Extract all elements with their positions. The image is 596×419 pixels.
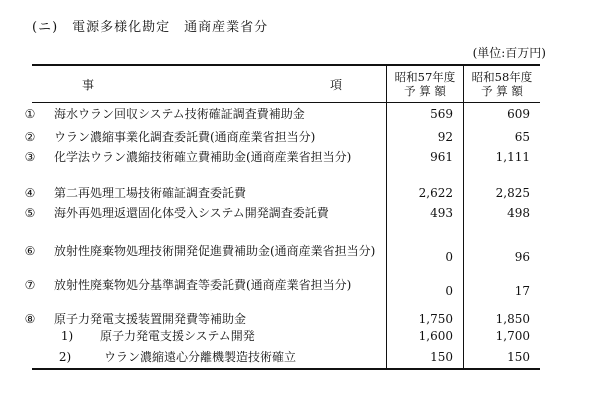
row-marker: 2) — [58, 349, 72, 364]
row-value-fy58: 65 — [464, 127, 541, 149]
row-value-fy58: 1,111 — [464, 149, 541, 183]
row-value-fy58: 498 — [464, 205, 541, 239]
row-marker: ⑦ — [24, 277, 36, 292]
row-value-fy57: 961 — [387, 149, 464, 183]
row-value-fy58: 150 — [464, 347, 541, 369]
table-row — [32, 347, 540, 369]
header-fy57 — [387, 65, 464, 103]
table-row — [32, 307, 540, 327]
row-marker: ① — [24, 107, 36, 121]
row-label — [24, 243, 386, 258]
row-label — [24, 277, 386, 292]
row-value-fy57: 150 — [387, 347, 464, 369]
row-value-fy57: 1,750 — [387, 307, 464, 327]
row-value-fy58: 1,850 — [464, 307, 541, 327]
header-item — [32, 65, 387, 103]
row-text: 放射性廃棄物処理技術開発促進費補助金(通商産業省担当分) — [54, 243, 376, 258]
row-text: 原子力発電支援システム開発 — [100, 328, 255, 343]
table-row — [32, 239, 540, 273]
row-text: 第二再処理工場技術確証調査委託費 — [54, 185, 247, 200]
row-value-fy58: 2,825 — [464, 183, 541, 205]
unit-note: (単位:百万円) — [472, 46, 546, 60]
row-value-fy57: 1,600 — [387, 327, 464, 347]
row-text: 化学法ウラン濃縮技術確立費補助金(通商産業省担当分) — [54, 149, 352, 164]
row-marker: ⑥ — [24, 243, 36, 258]
table-row — [32, 149, 540, 183]
header-fy58-line1: 昭和58年度 — [471, 70, 533, 84]
header-fy57-line1: 昭和57年度 — [394, 70, 456, 84]
section-title-account: 電源多様化勘定 — [72, 20, 171, 35]
row-marker: 1) — [60, 328, 74, 343]
row-text: 海外再処理返還固化体受入システム開発調査委託費 — [54, 205, 329, 220]
table-header-row — [32, 65, 540, 103]
row-label — [24, 107, 386, 121]
row-marker: ④ — [24, 185, 36, 200]
row-text: 放射性廃棄物処分基準調査等委託費(通商産業省担当分) — [54, 277, 352, 292]
row-text: 原子力発電支援装置開発費等補助金 — [54, 311, 247, 326]
row-value-fy58: 96 — [464, 239, 541, 273]
row-value-fy57: 0 — [387, 273, 464, 307]
row-text: 海水ウラン回収システム技術確証調査費補助金 — [54, 107, 305, 121]
table-row — [32, 327, 540, 347]
row-label — [24, 185, 386, 200]
header-fy58 — [464, 65, 541, 103]
table-row — [32, 205, 540, 239]
row-value-fy58: 1,700 — [464, 327, 541, 347]
section-heading — [32, 16, 268, 35]
row-value-fy58: 609 — [464, 103, 541, 127]
section-title-ministry: 通商産業省分 — [184, 20, 269, 35]
table-row — [32, 273, 540, 307]
row-value-fy57: 0 — [387, 239, 464, 273]
row-value-fy57: 92 — [387, 127, 464, 149]
row-label — [24, 205, 386, 220]
table-row — [32, 127, 540, 149]
row-marker: ⑤ — [24, 205, 36, 220]
row-label — [32, 351, 386, 364]
row-marker: ② — [24, 129, 36, 144]
budget-table — [24, 64, 540, 370]
row-label — [24, 129, 386, 144]
row-text: ウラン濃縮事業化調査委託費(通商産業省担当分) — [54, 129, 316, 144]
row-label — [24, 149, 386, 164]
section-marker: (ニ) — [32, 20, 59, 35]
table-row — [32, 103, 540, 127]
header-fy58-line2: 予 算 額 — [481, 84, 523, 98]
header-item-left: 事 — [82, 77, 95, 92]
row-text: ウラン濃縮遠心分離機製造技術確立 — [104, 349, 297, 364]
row-label — [32, 330, 386, 343]
row-value-fy57: 569 — [387, 103, 464, 127]
row-value-fy57: 493 — [387, 205, 464, 239]
header-item-right: 項 — [330, 77, 343, 92]
row-marker: ⑧ — [24, 311, 36, 326]
row-value-fy58: 17 — [464, 273, 541, 307]
row-label — [24, 311, 386, 326]
row-marker: ③ — [24, 149, 36, 164]
row-value-fy57: 2,622 — [387, 183, 464, 205]
header-fy57-line2: 予 算 額 — [404, 84, 446, 98]
table-row — [32, 183, 540, 205]
